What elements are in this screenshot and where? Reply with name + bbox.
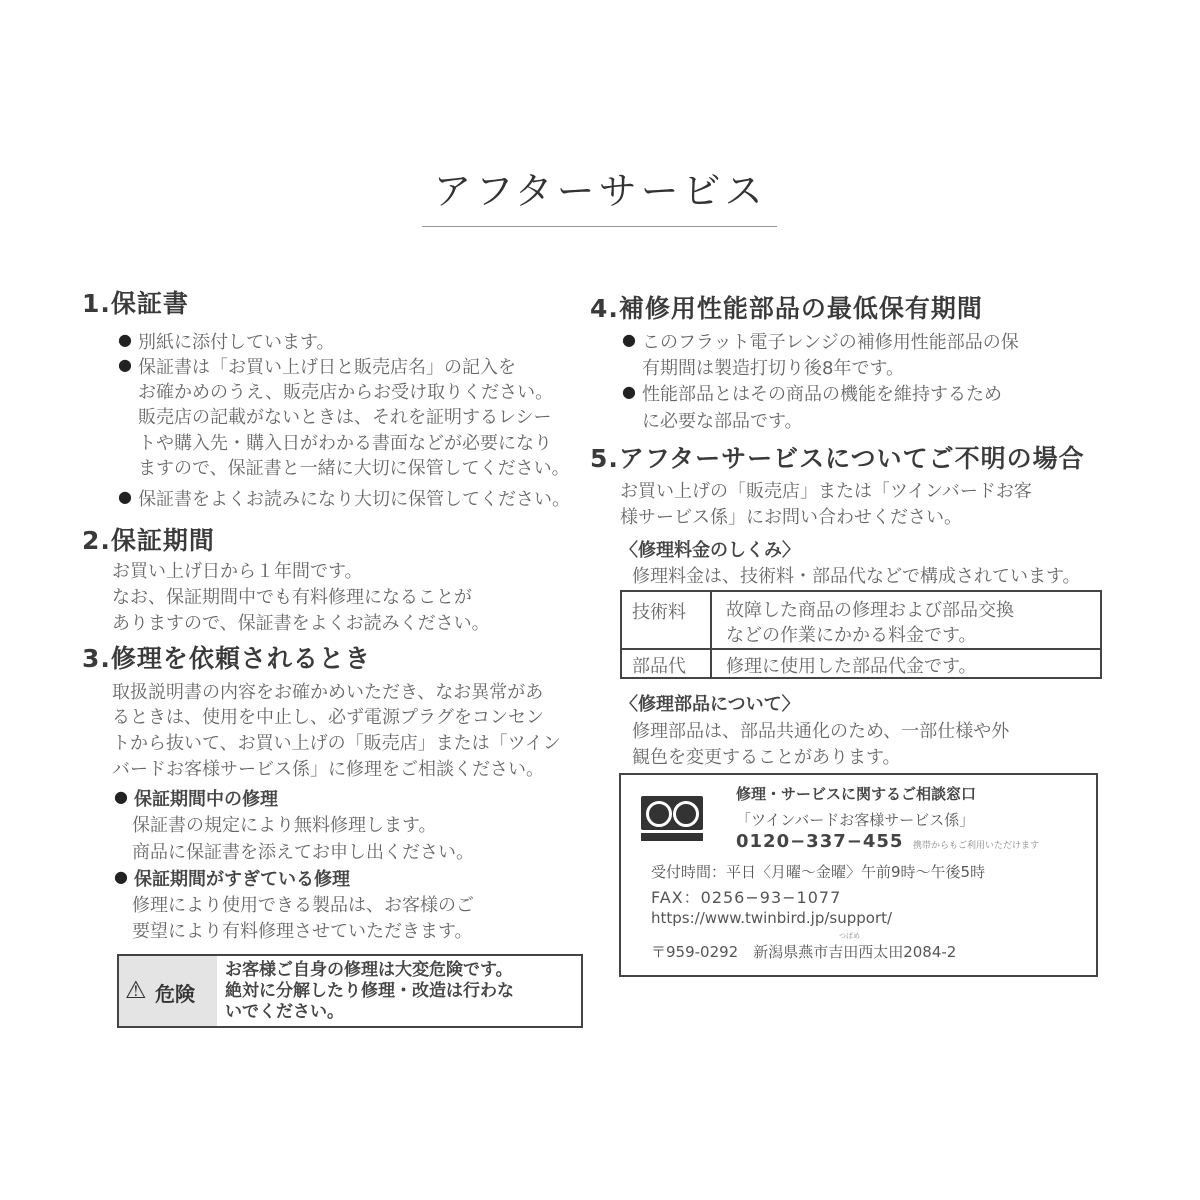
table-cell-label: 技術料 bbox=[632, 602, 686, 623]
bullet-icon: ● bbox=[114, 787, 128, 806]
bullet-icon: ● bbox=[118, 355, 132, 374]
text-line: お確かめのうえ、販売店からお受け取りください。 bbox=[138, 382, 554, 403]
text-line: 修理により使用できる製品は、お客様のご bbox=[132, 895, 474, 916]
section-5-heading: 5.アフターサービスについてご不明の場合 bbox=[590, 444, 1085, 473]
text-line: 別紙に添付しています。 bbox=[138, 332, 335, 353]
logo-caption bbox=[641, 785, 703, 792]
text-line: トから抜いて、お買い上げの「販売店」または「ツイン bbox=[112, 733, 561, 754]
text-line: 修理部品は、部品共通化のため、一部仕様や外 bbox=[632, 721, 1010, 742]
text-line: に必要な部品です。 bbox=[642, 411, 803, 432]
danger-label-area bbox=[119, 956, 217, 1026]
text-line: お買い上げの「販売店」または「ツインバードお客 bbox=[620, 481, 1032, 502]
support-url[interactable]: https://www.twinbird.jp/support/ bbox=[651, 909, 893, 927]
subheading: 〈修理料金のしくみ〉 bbox=[620, 540, 800, 561]
text-line: 有期間は製造打切り後8年です。 bbox=[642, 358, 905, 379]
text-line: 修理料金は、技術料・部品代などで構成されています。 bbox=[632, 566, 1081, 587]
text-line: ありますので、保証書をよくお読みください。 bbox=[112, 613, 490, 634]
table-cell-label: 部品代 bbox=[632, 656, 686, 677]
danger-text bbox=[225, 960, 514, 1023]
logo-circle bbox=[646, 801, 672, 827]
row-divider bbox=[622, 648, 1100, 650]
page-title: アフターサービス bbox=[433, 169, 767, 213]
text-line: 様サービス係」にお問い合わせください。 bbox=[620, 507, 962, 528]
danger-label: 危険 bbox=[155, 982, 195, 1006]
subheading: 保証期間中の修理 bbox=[134, 789, 278, 810]
address: 〒959-0292 新潟県燕市吉田西太田2084-2 bbox=[651, 943, 957, 961]
section-1-heading: 1.保証書 bbox=[82, 289, 189, 318]
hours: 受付時間：平日〈月曜〜金曜〉午前9時〜午後5時 bbox=[651, 863, 986, 881]
text-line: 保証書をよくお読みになり大切に保管してください。 bbox=[138, 489, 570, 510]
phone-note: 携帯からもご利用いただけます bbox=[913, 841, 1040, 851]
text-line: 故障した商品の修理および部品交換 bbox=[726, 600, 1014, 621]
bullet-icon: ● bbox=[114, 867, 128, 886]
bullet-icon: ● bbox=[118, 330, 132, 349]
table-cell-text bbox=[726, 598, 1014, 648]
phone-number[interactable]: 0120−337−455 bbox=[736, 831, 904, 852]
text-line: るときは、使用を中止し、必ず電源プラグをコンセン bbox=[112, 707, 544, 728]
text-line: 性能部品とはその商品の機能を維持するため bbox=[642, 384, 1002, 405]
text-line: いでください。 bbox=[225, 1002, 344, 1022]
subheading: 保証期間がすぎている修理 bbox=[134, 869, 350, 890]
bullet-icon: ● bbox=[118, 487, 132, 506]
title-divider bbox=[422, 226, 777, 227]
text-line: トや購入先・購入日がわかる書面などが必要になり bbox=[138, 433, 552, 454]
section-4-heading: 4.補修用性能部品の最低保有期間 bbox=[590, 294, 983, 323]
fax: FAX：0256−93−1077 bbox=[651, 888, 842, 907]
text-line: ますので、保証書と一緒に大切に保管してください。 bbox=[138, 458, 570, 479]
text-line: なお、保証期間中でも有料修理になることが bbox=[112, 587, 472, 608]
table-cell-text: 修理に使用した部品代金です。 bbox=[726, 656, 977, 677]
text-line: 要望により有料修理させていただきます。 bbox=[132, 921, 473, 942]
text-line: お客様ご自身の修理は大変危険です。 bbox=[225, 960, 513, 980]
contact-name: 「ツインバードお客様サービス係」 bbox=[736, 811, 975, 829]
contact-title: 修理・サービスに関するご相談窓口 bbox=[736, 785, 977, 803]
contact-box bbox=[619, 773, 1098, 977]
free-dial-logo-icon bbox=[641, 785, 703, 847]
text-line: 商品に保証書を添えてお申し出ください。 bbox=[132, 842, 474, 863]
logo-bar bbox=[641, 833, 703, 841]
logo-circle bbox=[673, 801, 699, 827]
text-line: 保証書は「お買い上げ日と販売店名」の記入を bbox=[138, 357, 516, 378]
text-line: などの作業にかかる料金です。 bbox=[726, 625, 977, 646]
text-line: 観色を変更することがあります。 bbox=[632, 747, 901, 768]
warning-triangle-icon: ⚠ bbox=[125, 976, 147, 1004]
bullet-icon: ● bbox=[622, 330, 636, 349]
fee-table bbox=[620, 590, 1102, 679]
column-divider bbox=[710, 592, 712, 677]
section-3-heading: 3.修理を依頼されるとき bbox=[82, 644, 371, 673]
section-2-heading: 2.保証期間 bbox=[82, 526, 215, 555]
text-line: お買い上げ日から１年間です。 bbox=[112, 561, 363, 582]
text-line: バードお客様サービス係」に修理をご相談ください。 bbox=[112, 759, 544, 780]
text-line: 取扱説明書の内容をお確かめいただき、なお異常があ bbox=[112, 682, 544, 703]
logo-body bbox=[641, 796, 703, 830]
subheading: 〈修理部品について〉 bbox=[620, 694, 800, 715]
text-line: 販売店の記載がないときは、それを証明するレシー bbox=[138, 407, 552, 428]
text-line: 保証書の規定により無料修理します。 bbox=[132, 815, 437, 836]
furigana: つばめ bbox=[839, 932, 860, 940]
text-line: 絶対に分解したり修理・改造は行わな bbox=[225, 981, 514, 1001]
danger-box bbox=[117, 954, 583, 1028]
bullet-icon: ● bbox=[622, 382, 636, 401]
text-line: このフラット電子レンジの補修用性能部品の保 bbox=[642, 332, 1019, 353]
